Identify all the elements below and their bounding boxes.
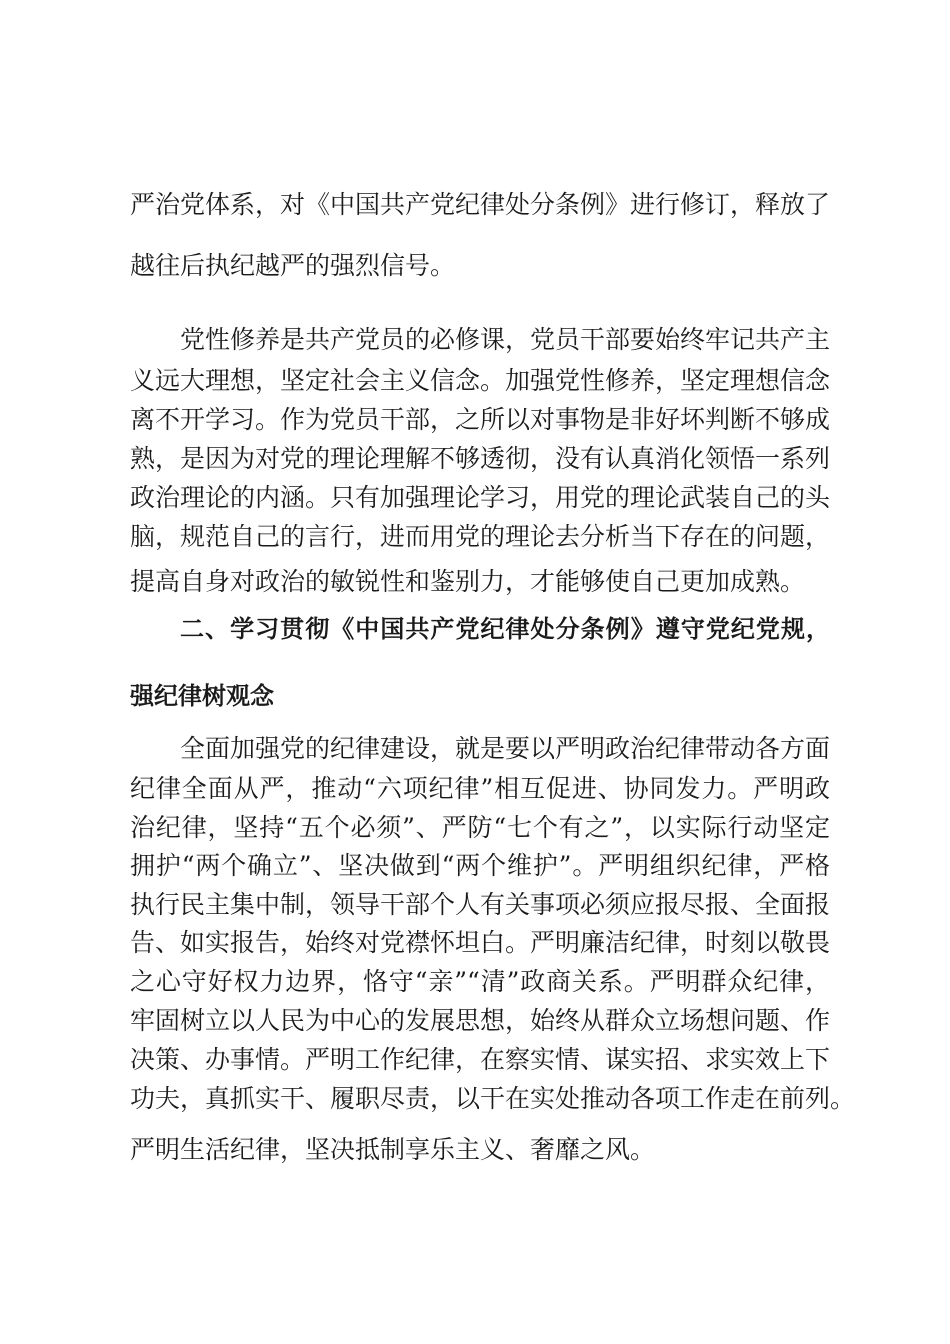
section-heading: 强纪律树观念 bbox=[130, 682, 274, 710]
text-line: 提高自身对政治的敏锐性和鉴别力，才能够使自己更加成熟。 bbox=[130, 567, 806, 596]
text-line: 严明生活纪律，坚决抵制享乐主义、奢靡之风。 bbox=[130, 1135, 656, 1164]
text-line: 功夫，真抓实干、履职尽责，以干在实处推动各项工作走在前列。 bbox=[130, 1084, 856, 1113]
text-line: 拥护“两个确立”、坚决做到“两个维护”。严明组织纪律，严格 bbox=[130, 851, 830, 880]
text-line: 党性修养是共产党员的必修课，党员干部要始终牢记共产主 bbox=[180, 325, 831, 354]
text-line: 严治党体系，对《中国共产党纪律处分条例》进行修订，释放了 bbox=[130, 190, 831, 219]
text-line: 牢固树立以人民为中心的发展思想，始终从群众立场想问题、作 bbox=[130, 1006, 831, 1035]
text-line: 执行民主集中制，领导干部个人有关事项必须应报尽报、全面报 bbox=[130, 890, 831, 919]
text-line: 越往后执纪越严的强烈信号。 bbox=[130, 251, 456, 280]
text-line: 义远大理想，坚定社会主义信念。加强党性修养，坚定理想信念 bbox=[130, 366, 831, 395]
text-line: 治纪律，坚持“五个必须”、严防“七个有之”，以实际行动坚定 bbox=[130, 813, 830, 842]
text-line: 纪律全面从严，推动“六项纪律”相互促进、协同发力。严明政 bbox=[130, 774, 830, 803]
text-line: 离不开学习。作为党员干部，之所以对事物是非好坏判断不够成 bbox=[130, 405, 831, 434]
text-line: 之心守好权力边界，恪守“亲”“清”政商关系。严明群众纪律， bbox=[130, 967, 830, 996]
text-line: 政治理论的内涵。只有加强理论学习，用党的理论武装自己的头 bbox=[130, 483, 831, 512]
text-line: 全面加强党的纪律建设，就是要以严明政治纪律带动各方面 bbox=[180, 734, 831, 763]
text-line: 脑，规范自己的言行，进而用党的理论去分析当下存在的问题， bbox=[130, 522, 831, 551]
text-line: 告、如实报告，始终对党襟怀坦白。严明廉洁纪律，时刻以敬畏 bbox=[130, 928, 831, 957]
text-line: 熟，是因为对党的理论理解不够透彻，没有认真消化领悟一系列 bbox=[130, 444, 831, 473]
section-heading: 二、学习贯彻《中国共产党纪律处分条例》遵守党纪党规， bbox=[180, 615, 830, 643]
text-line: 决策、办事情。严明工作纪律，在察实情、谋实招、求实效上下 bbox=[130, 1045, 831, 1074]
